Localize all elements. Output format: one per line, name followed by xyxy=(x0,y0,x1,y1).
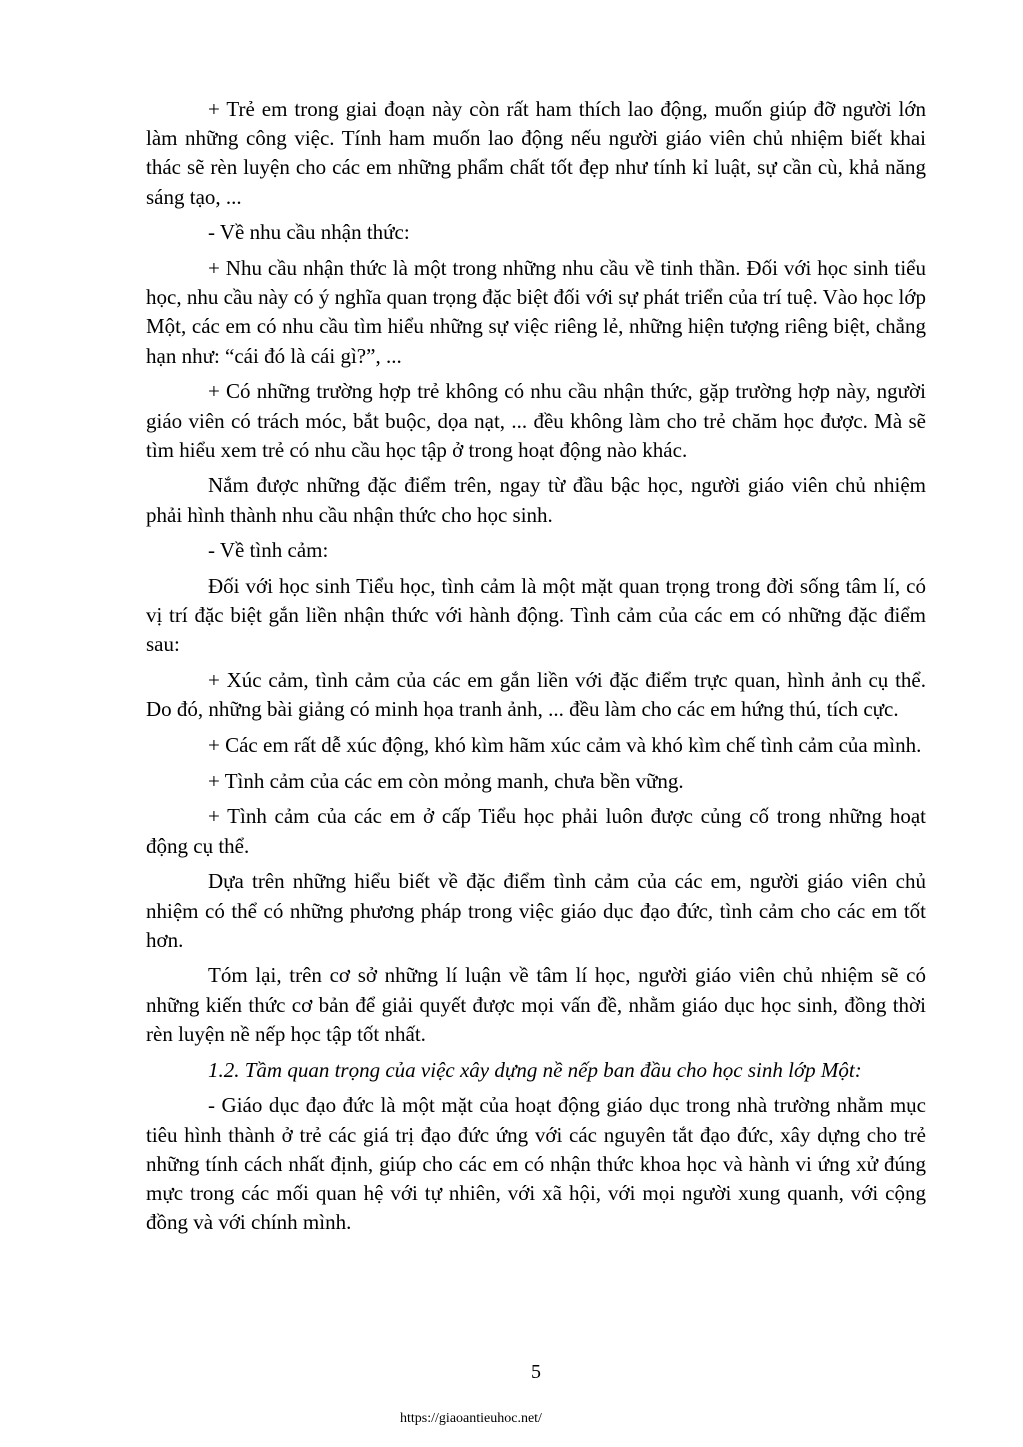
paragraph-emotion-intro: Đối với học sinh Tiểu học, tình cảm là một mặt quan trọng trong đời sống tâm lí, có vị trí đặc biệt gắn liền nhận thức với hành động. Tình cảm của các em có những đặc điểm sau: xyxy=(146,574,926,657)
section-heading-1-2: 1.2. Tầm quan trọng của việc xây dựng nề nếp ban đầu cho học sinh lớp Một: xyxy=(208,1057,862,1082)
paragraph-teacher-methods: Dựa trên những hiểu biết về đặc điểm tình cảm của các em, người giáo viên chủ nhiệm có thể có những phương pháp trong việc giáo dục đạo đức, tình cảm cho các em tốt hơn. xyxy=(146,869,926,952)
paragraph-emotion-fragile: + Tình cảm của các em còn mỏng manh, chưa bền vững. xyxy=(208,768,684,793)
paragraph-moral-education: - Giáo dục đạo đức là một mặt của hoạt động giáo dục trong nhà trường nhằm mục tiêu hình thành ở trẻ các giá trị đạo đức ứng với các nguyên tắt đạo đức, xây dựng cho trẻ những tính cách nhất định, giúp cho các em có nhận thức khoa học và hành vi ứng xử đúng mực trong các mối quan hệ với tự nhiên, với xã hội, với mọi người xung quanh, với cộng đồng và với chính mình. xyxy=(146,1093,926,1235)
paragraph-emotion-visual: + Xúc cảm, tình cảm của các em gắn liền với đặc điểm trực quan, hình ảnh cụ thể. Do đó, những bài giảng có minh họa tranh ảnh, ... đều làm cho các em hứng thú, tích cực. xyxy=(146,668,926,722)
body-text xyxy=(146,95,926,1244)
paragraph-cognitive-heading: - Về nhu cầu nhận thức: xyxy=(208,220,410,245)
paragraph-labor-interest: + Trẻ em trong giai đoạn này còn rất ham thích lao động, muốn giúp đỡ người lớn làm những công việc. Tính ham muốn lao động nếu người giáo viên chủ nhiệm biết khai thác sẽ rèn luyện cho các em những phẩm chất tốt đẹp như tính kỉ luật, sự cần cù, khả năng sáng tạo, ... xyxy=(146,97,926,209)
page-number: 5 xyxy=(531,1361,541,1383)
paragraph-no-cognitive-need: + Có những trường hợp trẻ không có nhu cầu nhận thức, gặp trường hợp này, người giáo viên có trách móc, bắt buộc, dọa nạt, ... đều không làm cho trẻ chăm học được. Mà sẽ tìm hiểu xem trẻ có nhu cầu học tập ở trong hoạt động nào khác. xyxy=(146,379,926,462)
paragraph-summary: Tóm lại, trên cơ sở những lí luận về tâm lí học, người giáo viên chủ nhiệm sẽ có những kiến thức cơ bản để giải quyết được mọi vấn đề, nhằm giáo dục học sinh, đồng thời rèn luyện nề nếp học tập tốt nhất. xyxy=(146,963,926,1046)
paragraph-emotion-reinforce: + Tình cảm của các em ở cấp Tiểu học phải luôn được củng cố trong những hoạt động cụ thể. xyxy=(146,804,926,858)
paragraph-cognitive-need: + Nhu cầu nhận thức là một trong những nhu cầu về tinh thần. Đối với học sinh tiểu học, nhu cầu này có ý nghĩa quan trọng đặc biệt đối với sự phát triển của trí tuệ. Vào học lớp Một, các em có nhu cầu tìm hiểu những sự việc riêng lẻ, những hiện tượng riêng biệt, chẳng hạn như: “cái đó là cái gì?”, ... xyxy=(146,256,926,368)
paragraph-emotion-heading: - Về tình cảm: xyxy=(208,538,329,563)
footer-url: https://giaoantieuhoc.net/ xyxy=(400,1411,542,1426)
paragraph-emotion-sensitive: + Các em rất dễ xúc động, khó kìm hãm xúc cảm và khó kìm chế tình cảm của mình. xyxy=(208,733,922,758)
paragraph-grasp-features: Nắm được những đặc điểm trên, ngay từ đầu bậc học, người giáo viên chủ nhiệm phải hình thành nhu cầu nhận thức cho học sinh. xyxy=(146,473,926,527)
